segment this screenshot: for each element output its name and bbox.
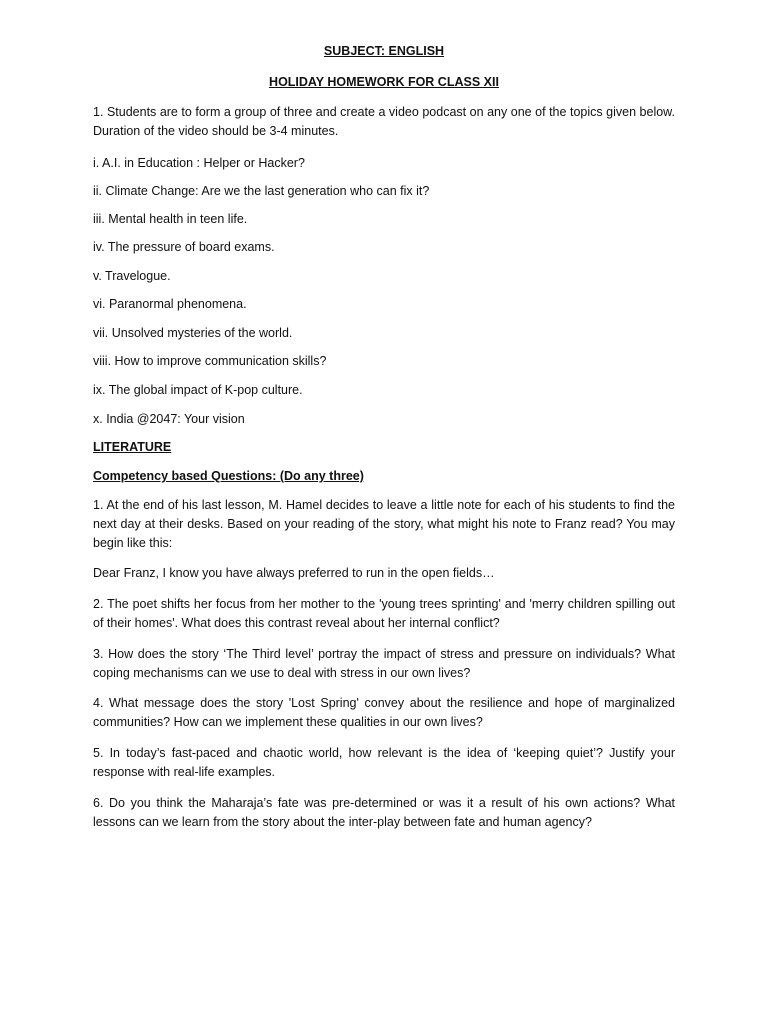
letter-opening: Dear Franz, I know you have always preferred to run in the open fields…	[93, 566, 495, 580]
topic-item: ix. The global impact of K-pop culture.	[93, 383, 303, 397]
topic-item: i. A.I. in Education : Helper or Hacker?	[93, 156, 305, 170]
question-6: 6. Do you think the Maharaja’s fate was pre-determined or was it a result of his own actions? What lessons can we learn from the story about the inter-play between fate and human agency?	[93, 796, 675, 829]
question-4: 4. What message does the story 'Lost Spring' convey about the resilience and hope of marginalized communities? How can we implement these qualities in our own lives?	[93, 696, 675, 729]
topic-item: v. Travelogue.	[93, 269, 171, 283]
topic-item: vii. Unsolved mysteries of the world.	[93, 326, 293, 340]
question-5: 5. In today’s fast-paced and chaotic world, how relevant is the idea of ‘keeping quiet’? Justify your response with real-life examples.	[93, 746, 675, 779]
question-2: 2. The poet shifts her focus from her mother to the 'young trees sprinting' and 'merry children spilling out of their homes'. What does this contrast reveal about her internal conflict?	[93, 597, 675, 630]
question-3: 3. How does the story ‘The Third level’ portray the impact of stress and pressure on individuals? What coping mechanisms can we use to deal with stress in our own lives?	[93, 647, 675, 680]
competency-subheading: Competency based Questions: (Do any three)	[93, 469, 364, 483]
literature-heading: LITERATURE	[93, 440, 172, 454]
document-title: HOLIDAY HOMEWORK FOR CLASS XII	[269, 75, 499, 89]
topic-item: ii. Climate Change: Are we the last generation who can fix it?	[93, 184, 430, 198]
task-intro: 1. Students are to form a group of three and create a video podcast on any one of the topics given below. Duration of the video should be 3-4 minutes.	[93, 105, 675, 138]
topic-item: iii. Mental health in teen life.	[93, 212, 248, 226]
topic-item: viii. How to improve communication skills?	[93, 354, 327, 368]
topic-item: vi. Paranormal phenomena.	[93, 297, 247, 311]
subject-heading: SUBJECT: ENGLISH	[323, 44, 445, 58]
topic-item: iv. The pressure of board exams.	[93, 240, 275, 254]
topic-item: x. India @2047: Your vision	[93, 412, 245, 426]
question-1: 1. At the end of his last lesson, M. Hamel decides to leave a little note for each of his students to find the next day at their desks. Based on your reading of the story, what might his note to Franz read? You may begin like this:	[93, 498, 675, 550]
